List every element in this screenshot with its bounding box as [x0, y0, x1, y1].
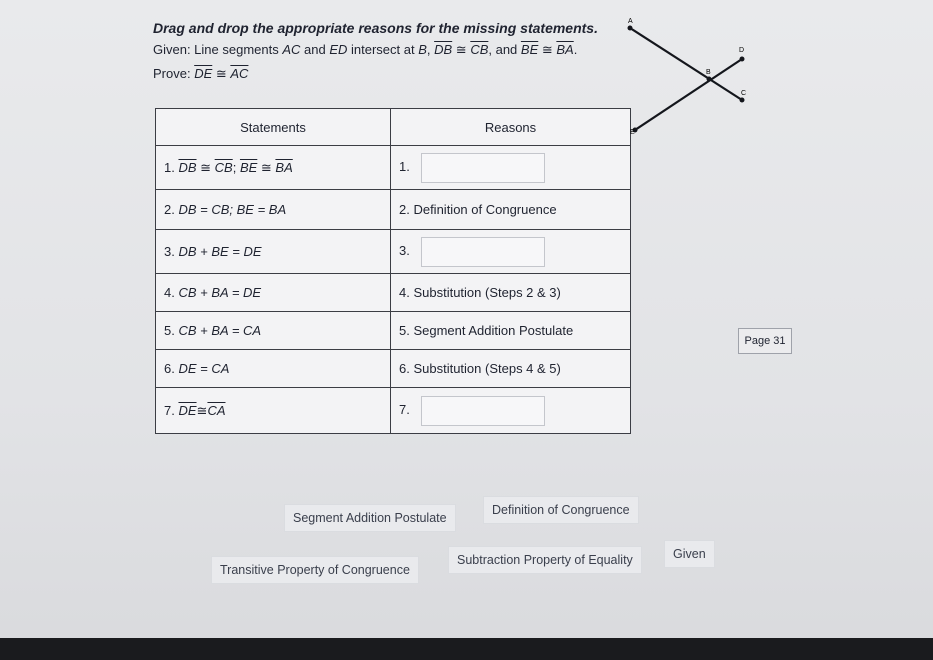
segment-ac: [630, 28, 745, 100]
statement-text: DE = CA: [178, 361, 230, 376]
given-db: $\overline{DB}$: [434, 42, 453, 57]
row7-cong: ≅: [196, 402, 208, 418]
reason-drop-slot-3[interactable]: [421, 237, 545, 267]
statement-num: 7.: [164, 402, 175, 418]
given-cb: $\overline{CB}$: [470, 42, 489, 57]
point-b: [707, 77, 712, 82]
statement-num: 2.: [164, 202, 175, 217]
table-row: [156, 190, 631, 230]
statement-6: [156, 350, 391, 388]
statement-num: 3.: [164, 244, 175, 259]
statement-5: [156, 312, 391, 350]
table-row: [156, 274, 631, 312]
option-subtraction-property-of-equality[interactable]: Subtraction Property of Equality: [448, 546, 642, 574]
statements-header: Statements: [156, 109, 391, 146]
reason-num: 3.: [399, 242, 410, 258]
reason-drop-slot-1[interactable]: [421, 153, 545, 183]
statement-1: [156, 146, 391, 190]
label-d: D: [739, 47, 745, 54]
table-header-row: [156, 109, 631, 146]
reason-5: 5. Segment Addition Postulate: [391, 312, 631, 350]
statement-num: 6.: [164, 361, 175, 376]
reason-4: 4. Substitution (Steps 2 & 3): [391, 274, 631, 312]
prove-prefix: Prove:: [153, 66, 195, 81]
reason-3: [391, 230, 631, 274]
label-a: A: [628, 18, 633, 25]
prove-ac: $\overline{AC}$: [230, 66, 249, 81]
reason-2: 2. Definition of Congruence: [391, 190, 631, 230]
prove-de: $\overline{DE}$: [194, 66, 213, 81]
given-b: B: [418, 42, 427, 57]
segment-ed: [635, 59, 742, 130]
given-ac: AC: [282, 42, 301, 57]
prove-statement: [153, 66, 248, 82]
point-d: [740, 57, 745, 62]
statement-num: 4.: [164, 285, 175, 300]
row1-cong1: ≅: [196, 159, 215, 175]
prove-cong: ≅: [212, 66, 231, 81]
statement-text: DB = CB; BE = BA: [178, 202, 287, 217]
proof-table: [155, 108, 631, 434]
row1-ba: $\overline{BA}$: [275, 159, 293, 175]
statement-text: CB + BA = CA: [178, 323, 262, 338]
instructions-title: Drag and drop the appropriate reasons for the missing statements.: [153, 20, 598, 36]
intersecting-segments-diagram: [625, 18, 755, 138]
statement-num: 1.: [164, 159, 175, 175]
reasons-header: Reasons: [391, 109, 631, 146]
statement-4: [156, 274, 391, 312]
statement-num: 5.: [164, 323, 175, 338]
point-a: [628, 26, 633, 31]
reason-num: 7.: [399, 401, 410, 417]
statement-text: CB + BA = DE: [178, 285, 262, 300]
label-b: B: [706, 69, 711, 76]
label-e: E: [630, 129, 635, 136]
label-c: C: [741, 90, 747, 97]
table-row: [156, 312, 631, 350]
given-ba: $\overline{BA}$: [556, 42, 574, 57]
row1-sep: ;: [232, 159, 240, 175]
screen-bottom-edge: [0, 638, 933, 660]
table-row: [156, 388, 631, 434]
reason-num: 1.: [399, 158, 410, 174]
reason-6: 6. Substitution (Steps 4 & 5): [391, 350, 631, 388]
given-comma: ,: [426, 42, 435, 57]
given-and2: , and: [488, 42, 521, 57]
table-row: [156, 350, 631, 388]
statement-3: [156, 230, 391, 274]
row1-db: $\overline{DB}$: [178, 159, 197, 175]
row1-cb: $\overline{CB}$: [214, 159, 233, 175]
row7-ca: $\overline{CA}$: [207, 402, 226, 418]
option-given[interactable]: Given: [664, 540, 715, 568]
reason-drop-slot-7[interactable]: [421, 396, 545, 426]
row1-cong2: ≅: [257, 159, 276, 175]
option-segment-addition-postulate[interactable]: Segment Addition Postulate: [284, 504, 456, 532]
given-end: .: [573, 42, 578, 57]
given-prefix: Given: Line segments: [153, 42, 283, 57]
option-transitive-property-of-congruence[interactable]: Transitive Property of Congruence: [211, 556, 419, 584]
page-label: Page 31: [738, 328, 792, 354]
table-row: [156, 230, 631, 274]
given-statement: [153, 42, 577, 58]
reason-1: [391, 146, 631, 190]
given-ed: ED: [329, 42, 348, 57]
row7-de: $\overline{DE}$: [178, 402, 197, 418]
point-c: [740, 98, 745, 103]
given-cong1: ≅: [452, 42, 471, 57]
given-intersect: intersect at: [347, 42, 419, 57]
row1-be: $\overline{BE}$: [239, 159, 258, 175]
reason-7: [391, 388, 631, 434]
given-be: $\overline{BE}$: [520, 42, 539, 57]
statement-text: DB + BE = DE: [178, 244, 262, 259]
option-definition-of-congruence[interactable]: Definition of Congruence: [483, 496, 639, 524]
given-cong2: ≅: [538, 42, 557, 57]
table-row: [156, 146, 631, 190]
given-and: and: [300, 42, 330, 57]
statement-2: [156, 190, 391, 230]
statement-7: [156, 388, 391, 434]
